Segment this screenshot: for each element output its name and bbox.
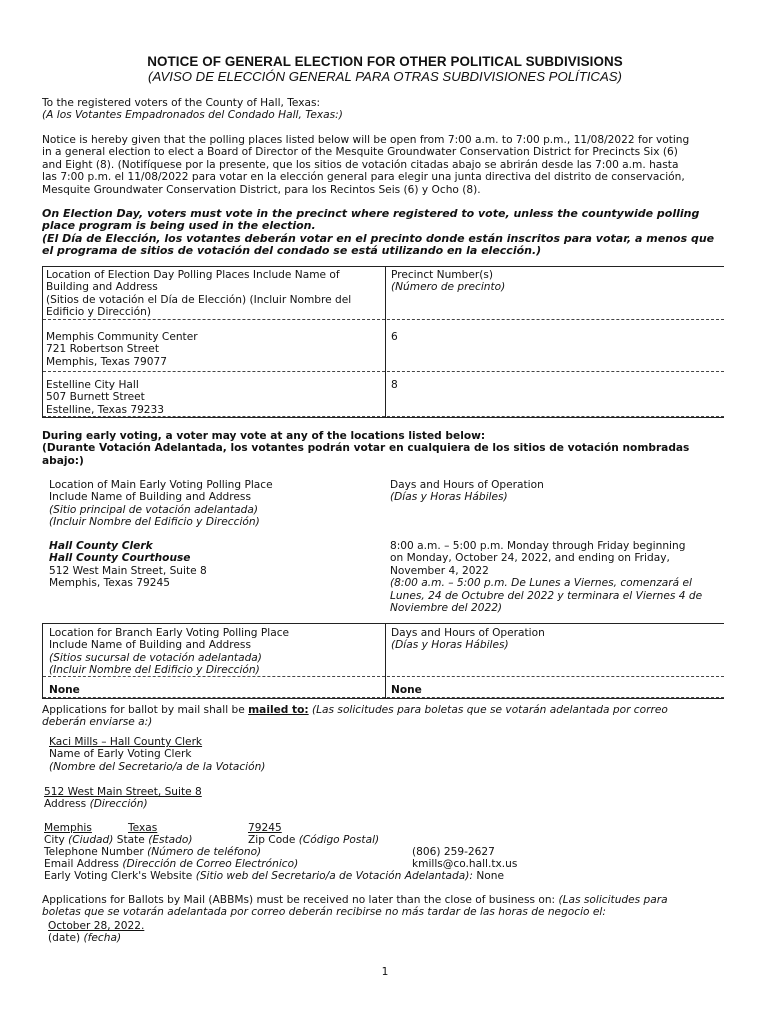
main-early-location: Hall County Clerk Hall County Courthouse 512 West Main Street, Suite 8 Memphis, Texas 79245 [49,540,207,590]
early-voting-heading-line: During early voting, a voter may vote at any of the locations listed below: [42,430,486,442]
election-day-note-line: el programa de sitios de votación del condado se está utilizando en la elección.) [42,244,542,258]
branch-early-voting-table [42,623,724,699]
branch-hours-value: None [391,684,422,696]
mail-application-text: Applications for ballot by mail shall be mailed to: (Las solicitudes para boletas que se votarán adelantada por correo deberán enviarse a:) [42,704,668,729]
abbm-deadline: Applications for Ballots by Mail (ABBMs) must be received no later than the close of business on: (Las solicitudes para boletas que se votarán adelantada por correo deberán recibirse no más tardar de las horas de negocio el: [42,894,668,919]
election-day-location-header: Location of Election Day Polling Places Include Name of Building and Address (Sitios de votación el Día de Elección) (Incluir Nombre del Edificio y Dirección) [46,269,352,319]
zip-value: 79245 [248,822,282,834]
early-voting-heading [42,430,727,467]
notice-line: las 7:00 p.m. el 11/08/2022 para votar en la elección general para elegir una junta directiva del distrito de conservación, [42,171,685,184]
deadline-date: October 28, 2022. (date) (fecha) [48,920,145,945]
greeting-line: To the registered voters of the County of Hall, Texas: [42,97,321,109]
main-early-location-header: Location of Main Early Voting Polling Place Include Name of Building and Address (Sitio principal de votación adelantada) (Incluir Nombre del Edificio y Dirección) [49,479,273,529]
city-state-zip-labels: City (Ciudad) State (Estado) [44,834,193,846]
election-day-note-line: place program is being used in the election. [42,219,316,233]
email-label: Email Address (Dirección de Correo Electrónico) [44,858,299,870]
main-early-hours-header: Days and Hours of Operation (Días y Horas Hábiles) [390,479,544,504]
email-value: kmills@co.hall.tx.us [412,858,518,870]
election-day-polling-table [42,266,724,418]
clerk-street-address: 512 West Main Street, Suite 8 [44,786,202,798]
notice-line: and Eight (8). (Notifíquese por la presente, que los sitios de votación citadas abajo se abrirán desde las 7:00 a.m. hasta [42,158,679,171]
mailed-to-label: mailed to: [248,704,309,716]
greeting-line-spanish: (A los Votantes Empadronados del Condado Hall, Texas:) [42,109,343,122]
precinct-header: Precinct Number(s) (Número de precinto) [391,269,506,294]
clerk-website: Early Voting Clerk's Website (Sitio web del Secretario/a de Votación Adelantada): None [44,870,504,882]
branch-hours-header: Days and Hours of Operation (Días y Horas Hábiles) [391,627,545,652]
election-day-note-line: (El Día de Elección, los votantes deberán votar en el precinto donde están inscritos para votar, a menos que [42,231,715,245]
branch-location-value: None [49,684,80,696]
notice-line: Notice is hereby given that the polling places listed below will be open from 7:00 a.m. to 7:00 p.m., 11/08/2022 for voting [42,134,690,146]
state-value: Texas [128,822,158,834]
precinct-number: 6 [391,331,398,343]
early-voting-clerk: Kaci Mills – Hall County Clerk Name of Early Voting Clerk (Nombre del Secretario/a de la Votación) [49,736,266,773]
election-day-note-line: On Election Day, voters must vote in the precinct where registered to vote, unless the countywide polling [42,207,700,220]
city-value: Memphis [44,822,92,834]
clerk-address: 512 West Main Street, Suite 8 Address (Dirección) [44,786,202,811]
notice-paragraph [42,134,727,196]
notice-line: Mesquite Groundwater Conservation District, para los Recintos Seis (6) y Ocho (8). [42,183,481,196]
election-day-note [42,208,727,258]
polling-location-memphis: Memphis Community Center 721 Robertson Street Memphis, Texas 79077 [46,331,198,368]
polling-location-estelline: Estelline City Hall 507 Burnett Street Estelline, Texas 79233 [46,379,165,416]
clerk-name: Kaci Mills – Hall County Clerk [49,736,203,748]
notice-title: NOTICE OF GENERAL ELECTION FOR OTHER POLITICAL SUBDIVISIONS [147,54,623,69]
notice-line: in a general election to elect a Board of Director of the Mesquite Groundwater Conservation District for Precincts Six (6) [42,146,678,159]
page-number: 1 [381,966,389,978]
main-early-hours: 8:00 a.m. – 5:00 p.m. Monday through Friday beginning on Monday, October 24, 2022, and ending on Friday, November 4, 2022 (8:00 a.m. – 5:00 p.m. De Lunes a Viernes, comenzará el Lunes, 24 de Octubre del 2022 y terminara el Viernes 4 de Noviembre del 2022) [390,540,703,615]
greeting [42,97,727,122]
branch-location-header: Location for Branch Early Voting Polling Place Include Name of Building and Address (Sitios sucursal de votación adelantada) (Incluir Nombre del Edificio y Dirección) [49,627,290,677]
early-voting-heading-line: abajo:) [42,454,84,467]
telephone-value: (806) 259-2627 [412,846,495,858]
precinct-number: 8 [391,379,398,391]
deadline-date-value: October 28, 2022. [48,920,145,932]
zip-label: Zip Code (Código Postal) [248,834,380,846]
website-value: None [472,870,504,882]
telephone-label: Telephone Number (Número de teléfono) [44,846,262,858]
early-voting-heading-line: (Durante Votación Adelantada, los votantes podrán votar en cualquiera de los sitios de votación nombradas [42,442,690,455]
notice-title-spanish: (AVISO DE ELECCIÓN GENERAL PARA OTRAS SUBDIVISIONES POLÍTICAS) [148,69,622,84]
